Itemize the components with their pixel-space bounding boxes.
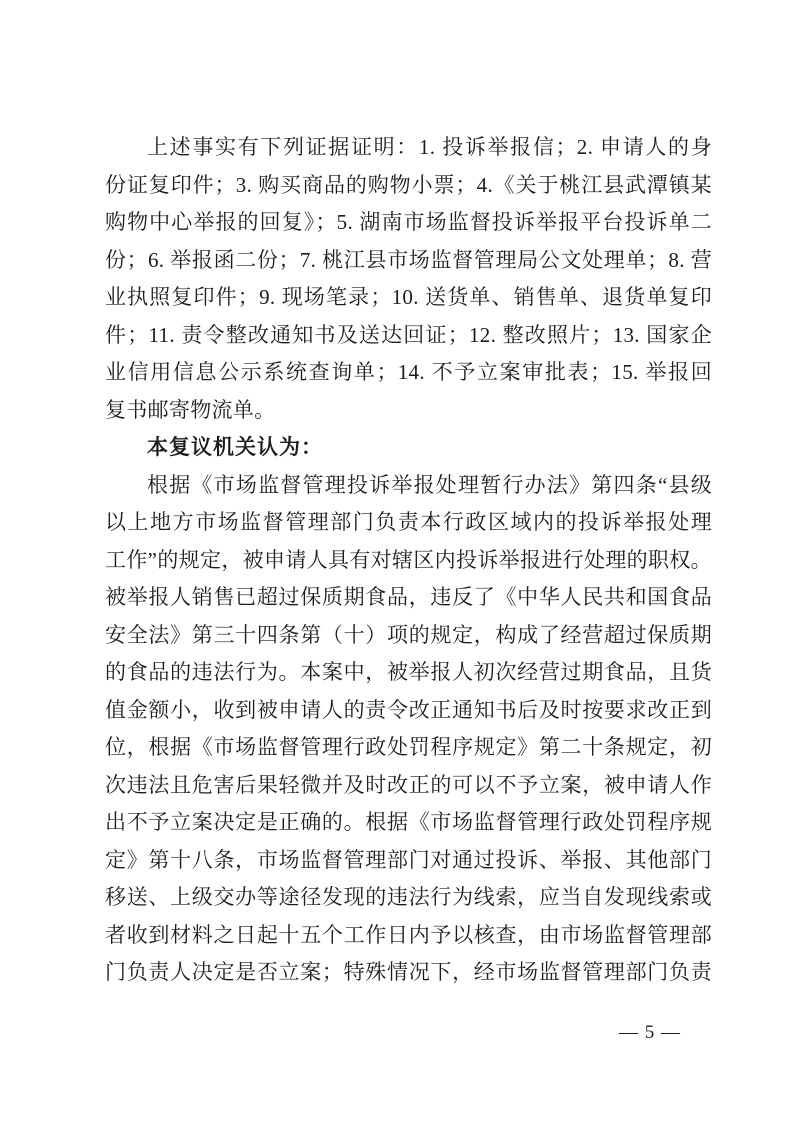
text-line: 次违法且危害后果轻微并及时改正的可以不予立案，被申请人作 (105, 772, 712, 797)
text-line: 业执照复印件；9. 现场笔录；10. 送货单、销售单、退货单复印 (105, 285, 712, 309)
text-line: 件；11. 责令整改通知书及送达回证；12. 整改照片；13. 国家企 (105, 322, 712, 347)
text-line: 份；6. 举报函二份；7. 桃江县市场监督管理局公文处理单；8. 营 (105, 247, 712, 272)
text-line: 份证复印件；3. 购买商品的购物小票；4.《关于桃江县武潭镇某 (105, 172, 712, 197)
text-line: 根据《市场监督管理投诉举报处理暂行办法》第四条“县级 (147, 472, 712, 497)
text-line: 复书邮寄物流单。 (105, 397, 276, 422)
text-line: 者收到材料之日起十五个工作日内予以核查，由市场监督管理部 (105, 922, 712, 947)
text-line: 定》第十八条，市场监督管理部门对通过投诉、举报、其他部门 (105, 847, 712, 872)
text-line: 安全法》第三十四条第（十）项的规定，构成了经营超过保质期 (105, 622, 712, 647)
text-line: 出不予立案决定是正确的。根据《市场监督管理行政处罚程序规 (105, 810, 712, 834)
text-line: 工作”的规定，被申请人具有对辖区内投诉举报进行处理的职权。 (105, 547, 712, 572)
text-line: 值金额小，收到被申请人的责令改正通知书后及时按要求改正到 (105, 697, 712, 722)
text-line: 被举报人销售已超过保质期食品，违反了《中华人民共和国食品 (105, 585, 712, 609)
text-line: 业信用信息公示系统查询单；14. 不予立案审批表；15. 举报回 (105, 360, 712, 384)
text-line: 购物中心举报的回复》；5. 湖南市场监督投诉举报平台投诉单二 (105, 210, 712, 234)
text-line: 以上地方市场监督管理部门负责本行政区域内的投诉举报处理 (105, 510, 712, 534)
text-line: 移送、上级交办等途径发现的违法行为线索，应当自发现线索或 (105, 885, 712, 909)
text-line: 门负责人决定是否立案；特殊情况下，经市场监督管理部门负责 (105, 960, 712, 984)
page-number: — 5 — (619, 1022, 681, 1043)
document-body (105, 129, 712, 992)
text-line: 上述事实有下列证据证明：1. 投诉举报信；2. 申请人的身 (147, 135, 712, 159)
text-line: 位，根据《市场监督管理行政处罚程序规定》第二十条规定，初 (105, 735, 712, 759)
text-line: 的食品的违法行为。本案中，被举报人初次经营过期食品，且货 (105, 660, 712, 684)
section-heading-line: 本复议机关认为： (147, 436, 323, 459)
